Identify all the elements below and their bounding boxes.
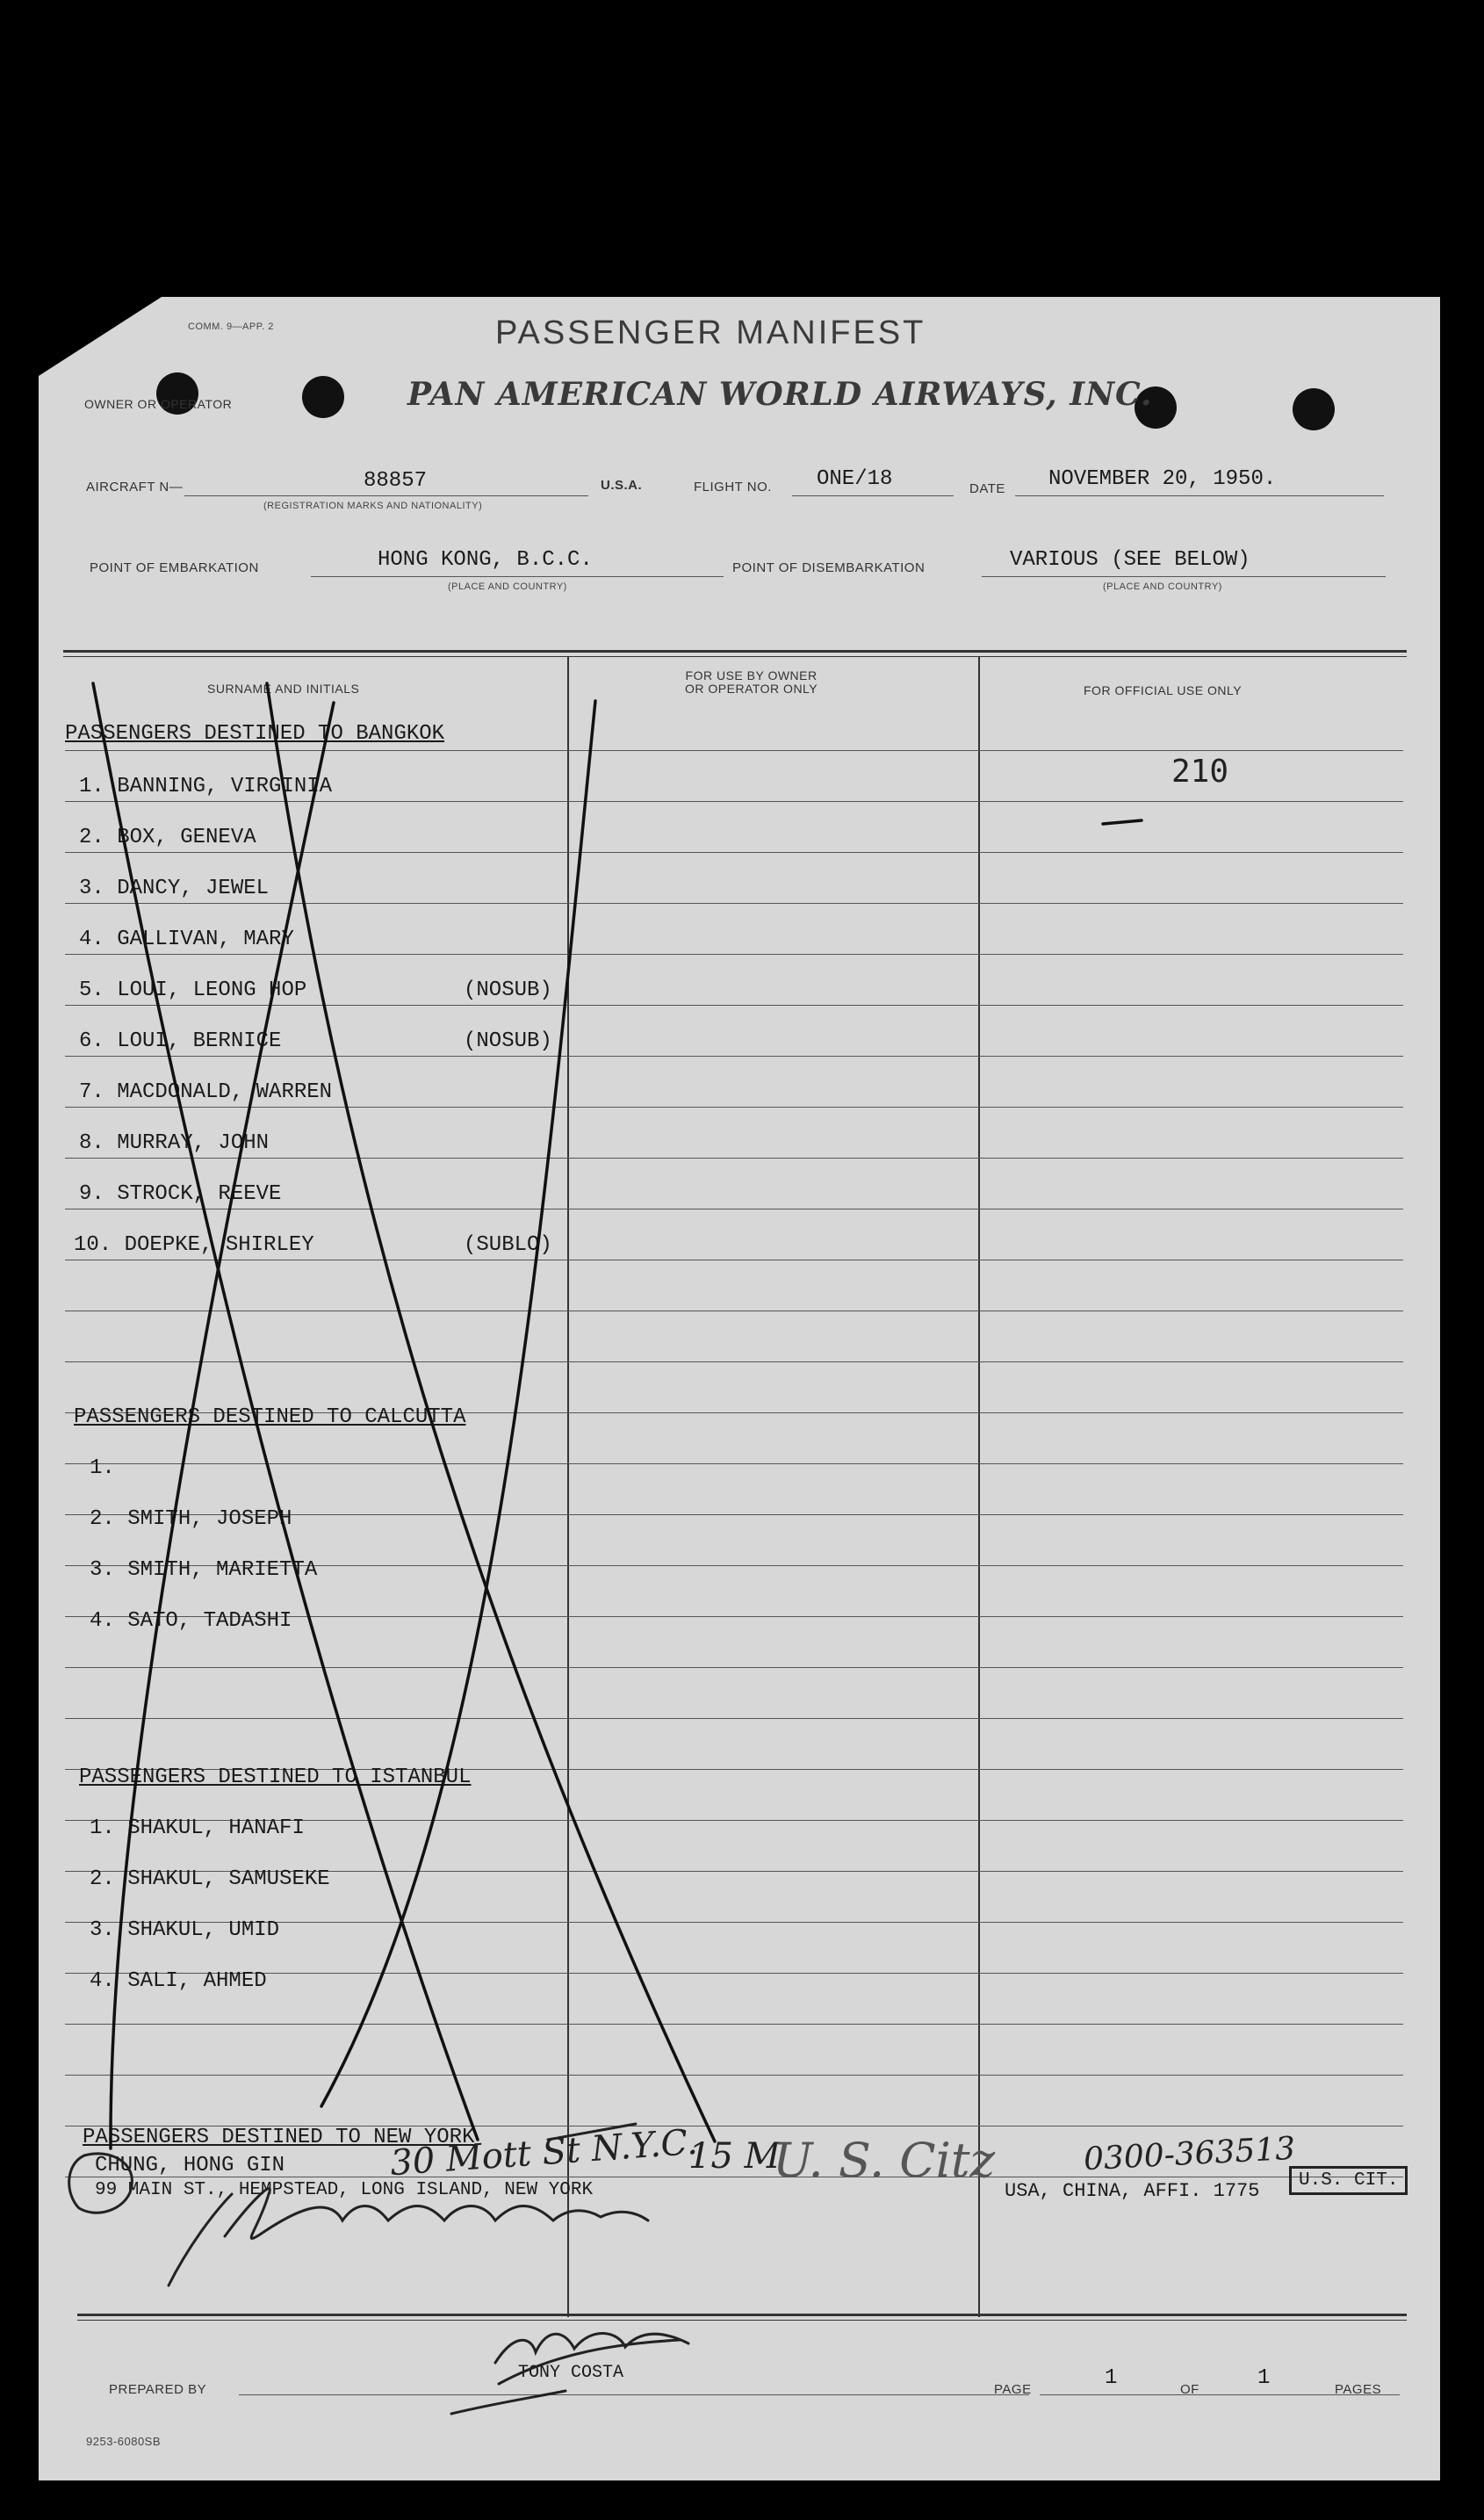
signature-scrawl xyxy=(169,2194,232,2285)
ny-scribble xyxy=(548,2124,636,2140)
circled-stamp xyxy=(69,2154,133,2213)
signature-scrawl xyxy=(225,2189,648,2239)
handwritten-address: 30 Mott St N.Y.C. xyxy=(388,2121,699,2184)
cross-out-stroke xyxy=(267,683,715,2141)
flight-label: FLIGHT NO. xyxy=(694,480,772,495)
pen-marks xyxy=(39,297,1440,2480)
preparer-signature xyxy=(495,2333,688,2384)
aircraft-label: AIRCRAFT N— xyxy=(86,480,184,495)
cross-out-stroke xyxy=(93,683,478,2140)
official-typed-note: USA, CHINA, AFFI. 1775 xyxy=(1005,2180,1260,2202)
list-item: 8. MURRAY, JOHN xyxy=(79,1131,270,1155)
page-total: 1 xyxy=(1257,2366,1271,2390)
col-official-header: FOR OFFICIAL USE ONLY xyxy=(1084,683,1243,697)
pages-label: PAGES xyxy=(1335,2382,1382,2397)
group-heading-istanbul: PASSENGERS DESTINED TO ISTANBUL xyxy=(79,1765,472,1789)
list-item: 2. SMITH, JOSEPH xyxy=(90,1507,292,1531)
owner-operator-label: OWNER OR OPERATOR xyxy=(84,397,233,411)
flight-value: ONE/18 xyxy=(817,467,893,491)
date-label: DATE xyxy=(969,481,1005,496)
list-item: CHUNG, HONG GIN xyxy=(95,2154,285,2177)
list-item: 1. BANNING, VIRGINIA xyxy=(79,775,333,798)
preparer-signature xyxy=(451,2391,566,2414)
handwritten-age: 15 M xyxy=(688,2136,781,2177)
list-item: 6. LOUI, BERNICE xyxy=(79,1029,282,1053)
list-item: 9. STROCK, REEVE xyxy=(79,1182,282,1206)
list-item: 4. SATO, TADASHI xyxy=(90,1609,292,1633)
official-mark-dash xyxy=(1103,820,1142,824)
handwritten-number: 0300-363513 xyxy=(1083,2130,1297,2178)
list-item: 2. BOX, GENEVA xyxy=(79,826,256,849)
group-heading-calcutta: PASSENGERS DESTINED TO CALCUTTA xyxy=(74,1405,466,1429)
list-item: 1. SHAKUL, HANAFI xyxy=(90,1816,305,1840)
place-note-1: (PLACE AND COUNTRY) xyxy=(448,581,567,592)
page-label: PAGE xyxy=(994,2382,1032,2397)
preparer-name: TONY COSTA xyxy=(518,2363,624,2383)
prepared-by-label: PREPARED BY xyxy=(109,2382,207,2397)
list-item: 4. GALLIVAN, MARY xyxy=(79,928,294,951)
list-item: 4. SALI, AHMED xyxy=(90,1969,267,1993)
us-cit-box: U.S. CIT. xyxy=(1289,2166,1408,2195)
list-item: 7. MACDONALD, WARREN xyxy=(79,1080,333,1104)
group-heading-bangkok: PASSENGERS DESTINED TO BANGKOK xyxy=(65,722,445,746)
usa-label: U.S.A. xyxy=(601,478,643,493)
col-owner-header: FOR USE BY OWNER OR OPERATOR ONLY xyxy=(685,668,818,696)
list-item: 10. DOEPKE, SHIRLEY xyxy=(74,1233,314,1257)
aircraft-value: 88857 xyxy=(364,469,428,493)
list-item: 3. SHAKUL, UMID xyxy=(90,1918,280,1942)
list-item-note: (NOSUB) xyxy=(464,1029,552,1053)
date-value: NOVEMBER 20, 1950. xyxy=(1048,467,1277,491)
list-item: 2. SHAKUL, SAMUSEKE xyxy=(90,1867,330,1891)
cross-out-stroke xyxy=(111,703,334,2148)
list-item: 3. DANCY, JEWEL xyxy=(79,877,270,900)
list-item-note: (SUBLO) xyxy=(464,1233,552,1257)
airline-name: PAN AMERICAN WORLD AIRWAYS, INC. xyxy=(407,376,1153,413)
group-heading-new-york: PASSENGERS DESTINED TO NEW YORK xyxy=(83,2126,475,2149)
embark-label: POINT OF EMBARKATION xyxy=(90,560,259,575)
list-item: 5. LOUI, LEONG HOP xyxy=(79,978,307,1002)
page-number: 1 xyxy=(1105,2366,1118,2390)
list-item-address: 99 MAIN ST., HEMPSTEAD, LONG ISLAND, NEW YORK xyxy=(95,2180,594,2200)
disembark-value: VARIOUS (SEE BELOW) xyxy=(1010,548,1250,572)
cross-out-stroke xyxy=(321,701,595,2106)
of-label: OF xyxy=(1180,2382,1199,2397)
disembark-label: POINT OF DISEMBARKATION xyxy=(732,560,926,575)
list-item: 3. SMITH, MARIETTA xyxy=(90,1558,318,1582)
form-title: PASSENGER MANIFEST xyxy=(495,314,926,351)
handwritten-citizenship: U. S. Citz xyxy=(773,2133,996,2188)
form-number: 9253-6080SB xyxy=(86,2435,162,2448)
place-note-2: (PLACE AND COUNTRY) xyxy=(1103,581,1222,592)
list-item: 1. xyxy=(90,1456,115,1480)
col-surname-header: SURNAME AND INITIALS xyxy=(207,682,360,696)
official-mark: 210 xyxy=(1171,754,1229,790)
registration-note: (REGISTRATION MARKS AND NATIONALITY) xyxy=(263,501,483,511)
list-item-note: (NOSUB) xyxy=(464,978,552,1002)
embark-value: HONG KONG, B.C.C. xyxy=(378,548,593,572)
comm-stamp: COMM. 9—APP. 2 xyxy=(188,321,274,332)
manifest-sheet xyxy=(39,297,1440,2480)
